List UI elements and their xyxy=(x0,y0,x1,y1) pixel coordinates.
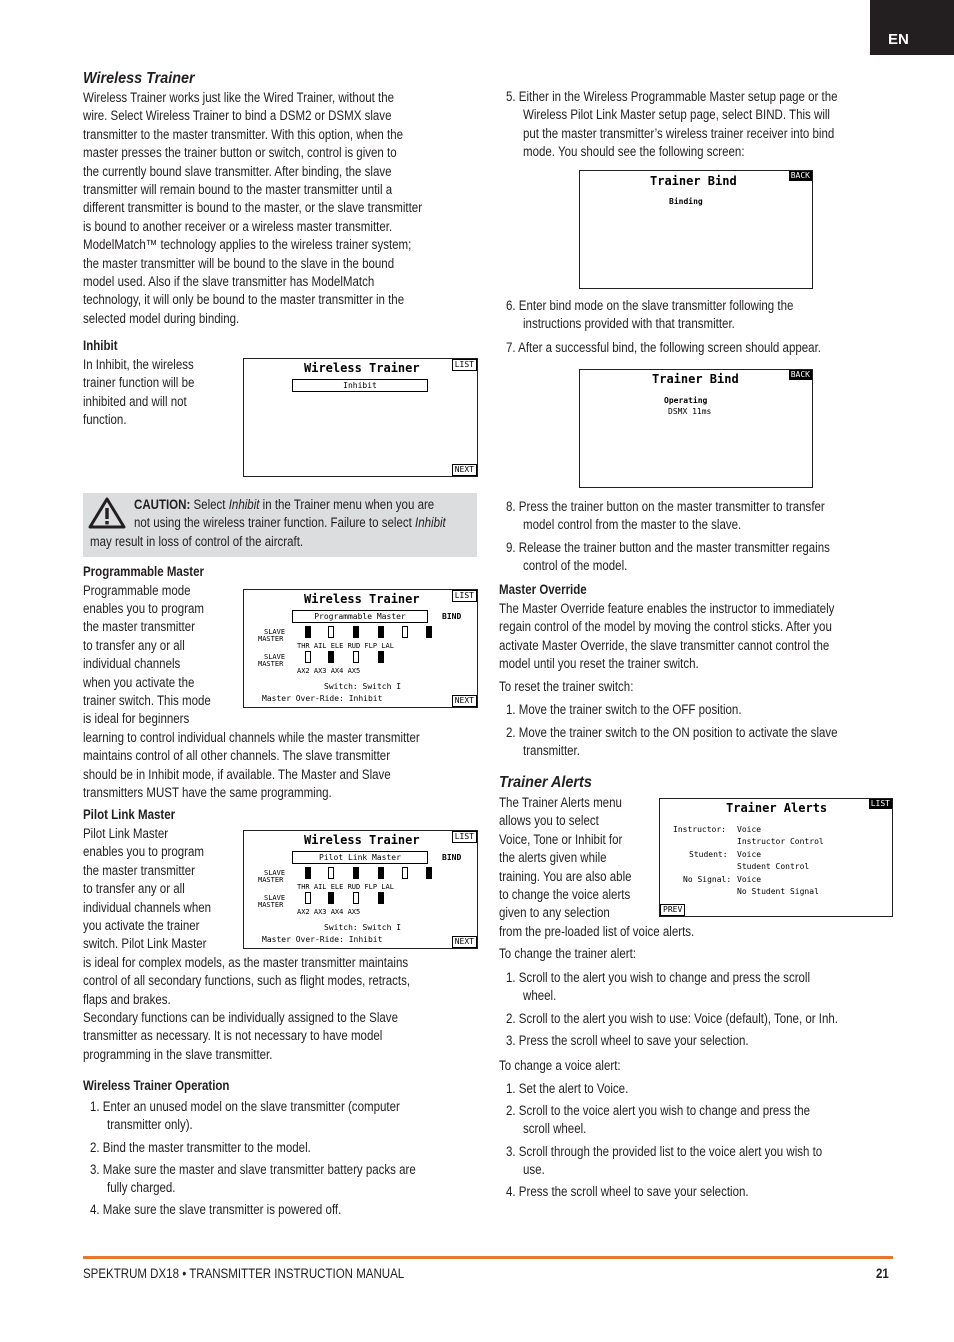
paragraph-line: inhibited and will not xyxy=(83,393,187,409)
language-tab xyxy=(870,0,954,55)
list-item-cont: Wireless Pilot Link Master setup page, select BIND. This will xyxy=(523,107,830,123)
list-item: 4. Press the scroll wheel to save your selection. xyxy=(506,1184,749,1199)
inhibit-screen xyxy=(243,358,478,477)
paragraph-line: control of all secondary functions, such as flight modes, retracts, xyxy=(83,973,411,989)
paragraph-line: Programmable mode xyxy=(83,582,191,598)
bind-button: BIND xyxy=(442,612,462,621)
list-item: 4. Make sure the slave transmitter is powered off. xyxy=(90,1202,342,1217)
paragraph-line: switch. Pilot Link Master xyxy=(83,936,207,952)
slave-label: SLAVE xyxy=(264,653,286,661)
paragraph-line: training. You are also able xyxy=(499,868,632,884)
list-item-cont: fully charged. xyxy=(107,1179,176,1195)
warning-icon xyxy=(88,497,126,529)
bind-status: Operating xyxy=(664,396,708,405)
screen-title: Wireless Trainer xyxy=(304,592,420,606)
footer-title: SPEKTRUM DX18 • TRANSMITTER INSTRUCTION MANUAL xyxy=(83,1266,405,1281)
list-item: 2. Scroll to the alert you wish to use: Voice (default), Tone, or Inh. xyxy=(506,1011,839,1026)
no-signal-voice: No Student Signal xyxy=(737,887,819,896)
caution-line-1: CAUTION: Select Inhibit in the Trainer menu when you are xyxy=(134,497,435,512)
trainer-operating-screen xyxy=(579,369,813,488)
paragraph-line: is bound to another receiver or a wireless master transmitter. xyxy=(83,218,393,234)
master-override-setting: Master Over-Ride: Inhibit xyxy=(262,694,383,703)
trainer-mode-field: Pilot Link Master xyxy=(292,851,428,864)
no-signal-label: No Signal: xyxy=(683,875,732,884)
student-voice: Student Control xyxy=(737,862,810,871)
paragraph-line: to transfer any or all xyxy=(83,637,185,653)
paragraph-line: the currently bound slave transmitter. After binding, the slave xyxy=(83,163,392,179)
master-override-heading: Master Override xyxy=(499,582,587,597)
pilot-link-screen xyxy=(243,830,478,949)
list-item: 7. After a successful bind, the following screen should appear. xyxy=(506,339,821,355)
paragraph-line: transmitter will remain bound to the master transmitter until a xyxy=(83,182,393,197)
caution-label: CAUTION: xyxy=(134,497,191,512)
paragraph-line: The Trainer Alerts menu xyxy=(499,795,622,810)
list-item-cont: transmitter only). xyxy=(107,1117,193,1133)
paragraph-line: is ideal for complex models, as the master transmitter maintains xyxy=(83,954,409,970)
screen-title: Wireless Trainer xyxy=(304,361,420,375)
list-tab: LIST xyxy=(452,831,477,843)
slave-label: SLAVE xyxy=(264,628,286,636)
list-item: 1. Move the trainer switch to the OFF position. xyxy=(506,702,742,717)
student-value: Voice xyxy=(737,850,762,859)
paragraph-line: flaps and brakes. xyxy=(83,991,171,1007)
student-label: Student: xyxy=(689,850,728,859)
list-item-cont: transmitter. xyxy=(523,742,580,758)
list-tab: LIST xyxy=(452,590,477,602)
master-label: MASTER xyxy=(258,635,284,643)
paragraph-line: trainer switch. This mode xyxy=(83,692,211,708)
paragraph-line: the master transmitter xyxy=(83,619,196,635)
paragraph-line: technology, it will only be bound to the master transmitter in the xyxy=(83,292,405,308)
paragraph-line: the master transmitter will be bound to the slave in the bound xyxy=(83,255,395,271)
list-item-cont: control of the model. xyxy=(523,558,628,574)
trainer-alerts-screen xyxy=(659,798,893,917)
master-override-setting: Master Over-Ride: Inhibit xyxy=(262,935,383,944)
paragraph-line: different transmitter is bound to the master, or the slave transmitter xyxy=(83,200,423,216)
paragraph-line: In Inhibit, the wireless xyxy=(83,357,194,372)
trainer-bind-screen xyxy=(579,170,813,289)
instructor-label: Instructor: xyxy=(673,825,726,834)
paragraph-line: model until you reset the trainer switch. xyxy=(499,656,699,672)
paragraph-line: allows you to select xyxy=(499,813,599,829)
paragraph-line: Voice, Tone or Inhibit for xyxy=(499,831,623,847)
list-item-cont: wheel. xyxy=(523,988,557,1004)
paragraph-line: learning to control individual channels while the master transmitter xyxy=(83,729,420,745)
paragraph-line: from the pre-loaded list of voice alerts. xyxy=(499,923,695,939)
back-tab: BACK xyxy=(790,171,810,180)
back-tab: BACK xyxy=(790,370,810,379)
trainer-mode-field: Programmable Master xyxy=(292,610,428,623)
instructor-voice: Instructor Control xyxy=(737,837,824,846)
paragraph-line: trainer function will be xyxy=(83,375,195,391)
instructor-value: Voice xyxy=(737,825,762,834)
list-item-cont: instructions provided with that transmitter. xyxy=(523,316,735,332)
next-tab: NEXT xyxy=(452,695,477,707)
paragraph-line: activate Master Override, the slave transmitter cannot control the xyxy=(499,637,830,653)
paragraph-line: transmitters MUST have the same programming. xyxy=(83,784,332,800)
paragraph-line: Wireless Trainer works just like the Wired Trainer, without the xyxy=(83,90,395,105)
paragraph-line: To change the trainer alert: xyxy=(499,946,636,961)
paragraph-line: regain control of the model by moving the control sticks. After you xyxy=(499,619,832,635)
paragraph-line: Secondary functions can be individually assigned to the Slave xyxy=(83,1010,398,1025)
paragraph-line: given to any selection xyxy=(499,905,610,921)
trainer-alerts-heading: Trainer Alerts xyxy=(499,774,592,791)
paragraph-line: individual channels xyxy=(83,656,181,672)
paragraph-line: To reset the trainer switch: xyxy=(499,678,634,694)
slave-label: SLAVE xyxy=(264,894,286,902)
prev-tab: PREV xyxy=(660,904,685,916)
channel-row-1: THR AIL ELE RUD FLP LAL xyxy=(297,883,394,891)
paragraph-line: the master transmitter xyxy=(83,862,196,878)
master-label: MASTER xyxy=(258,876,284,884)
bind-button: BIND xyxy=(442,853,462,862)
trainer-mode-field: Inhibit xyxy=(292,379,428,392)
paragraph-line: to transfer any or all xyxy=(83,881,185,897)
list-tab: LIST xyxy=(452,359,477,371)
list-item: 1. Scroll to the alert you wish to change and press the scroll xyxy=(506,970,811,985)
list-item-cont: put the master transmitter’s wireless trainer receiver into bind xyxy=(523,125,835,141)
list-item-cont: mode. You should see the following screen: xyxy=(523,144,745,160)
programmable-master-heading: Programmable Master xyxy=(83,564,204,579)
wireless-trainer-heading: Wireless Trainer xyxy=(83,70,195,87)
paragraph-line: selected model during binding. xyxy=(83,310,240,326)
list-item: 9. Release the trainer button and the master transmitter regains xyxy=(506,540,830,555)
paragraph-line: To change a voice alert: xyxy=(499,1057,621,1073)
page-number: 21 xyxy=(876,1266,889,1281)
screen-title: Trainer Bind xyxy=(650,174,737,188)
language-label: EN xyxy=(888,31,909,48)
list-item-cont: use. xyxy=(523,1161,545,1177)
switch-setting: Switch: Switch I xyxy=(324,923,402,932)
list-tab: LIST xyxy=(870,799,890,808)
channel-row-2: AX2 AX3 AX4 AX5 xyxy=(297,667,361,675)
list-item: 3. Press the scroll wheel to save your selection. xyxy=(506,1033,749,1048)
paragraph-line: enables you to program xyxy=(83,600,204,616)
list-item: 5. Either in the Wireless Programmable Master setup page or the xyxy=(506,89,838,104)
list-item: 6. Enter bind mode on the slave transmitter following the xyxy=(506,298,794,313)
programmable-master-screen xyxy=(243,589,478,708)
caution-line-2: not using the wireless trainer function. Failure to select Inhibit xyxy=(134,515,446,531)
paragraph-line: enables you to program xyxy=(83,844,204,860)
paragraph-line: the alerts given while xyxy=(499,850,607,866)
list-item: 1. Enter an unused model on the slave transmitter (computer xyxy=(90,1099,400,1114)
inhibit-heading: Inhibit xyxy=(83,338,118,353)
slave-label: SLAVE xyxy=(264,869,286,877)
channel-row-2: AX2 AX3 AX4 AX5 xyxy=(297,908,361,916)
paragraph-line: wire. Select Wireless Trainer to bind a DSM2 or DSMX slave xyxy=(83,108,392,124)
screen-title: Wireless Trainer xyxy=(304,833,420,847)
paragraph-line: when you activate the xyxy=(83,674,195,690)
paragraph-line: maintains control of all other channels. The slave transmitter xyxy=(83,748,391,764)
paragraph-line: The Master Override feature enables the instructor to immediately xyxy=(499,601,835,616)
list-item: 3. Scroll through the provided list to the voice alert you wish to xyxy=(506,1143,823,1159)
paragraph-line: programming in the slave transmitter. xyxy=(83,1046,273,1062)
screen-title: Trainer Bind xyxy=(652,372,739,386)
list-item-cont: model control from the master to the slave. xyxy=(523,517,742,533)
paragraph-line: is ideal for beginners xyxy=(83,711,190,727)
list-item: 3. Make sure the master and slave transmitter battery packs are xyxy=(90,1161,416,1177)
paragraph-line: model used. Also if the slave transmitter has ModelMatch xyxy=(83,274,375,289)
list-item-cont: scroll wheel. xyxy=(523,1121,587,1137)
list-item: 2. Bind the master transmitter to the model. xyxy=(90,1139,311,1155)
channel-row-1: THR AIL ELE RUD FLP LAL xyxy=(297,642,394,650)
caution-line-3: may result in loss of control of the aircraft. xyxy=(90,534,304,549)
pilot-link-heading: Pilot Link Master xyxy=(83,807,176,822)
operation-heading: Wireless Trainer Operation xyxy=(83,1078,230,1093)
paragraph-line: you activate the trainer xyxy=(83,918,200,933)
next-tab: NEXT xyxy=(452,464,477,476)
no-signal-value: Voice xyxy=(737,875,762,884)
protocol-mode: DSMX 11ms xyxy=(668,407,712,416)
footer-rule xyxy=(83,1256,893,1259)
bind-status: Binding xyxy=(669,197,703,206)
paragraph-line: to change the voice alerts xyxy=(499,887,631,902)
paragraph-line: master presses the trainer button or switch, control is given to xyxy=(83,145,397,161)
paragraph-line: should be in Inhibit mode, if available. The Master and Slave xyxy=(83,766,391,782)
list-item: 2. Move the trainer switch to the ON position to activate the slave xyxy=(506,724,838,740)
list-item: 1. Set the alert to Voice. xyxy=(506,1081,629,1096)
paragraph-line: Pilot Link Master xyxy=(83,826,169,841)
master-label: MASTER xyxy=(258,660,284,668)
list-item: 8. Press the trainer button on the master transmitter to transfer xyxy=(506,499,825,514)
paragraph-line: function. xyxy=(83,412,127,428)
paragraph-line: ModelMatch™ technology applies to the wireless trainer system; xyxy=(83,237,412,253)
next-tab: NEXT xyxy=(452,936,477,948)
paragraph-line: transmitter to the master transmitter. With this option, when the xyxy=(83,126,404,142)
screen-title: Trainer Alerts xyxy=(726,801,828,815)
list-item: 2. Scroll to the voice alert you wish to change and press the xyxy=(506,1103,811,1118)
paragraph-line: transmitter as necessary. It is not necessary to have model xyxy=(83,1028,383,1044)
paragraph-line: individual channels when xyxy=(83,899,212,915)
master-label: MASTER xyxy=(258,901,284,909)
switch-setting: Switch: Switch I xyxy=(324,682,402,691)
